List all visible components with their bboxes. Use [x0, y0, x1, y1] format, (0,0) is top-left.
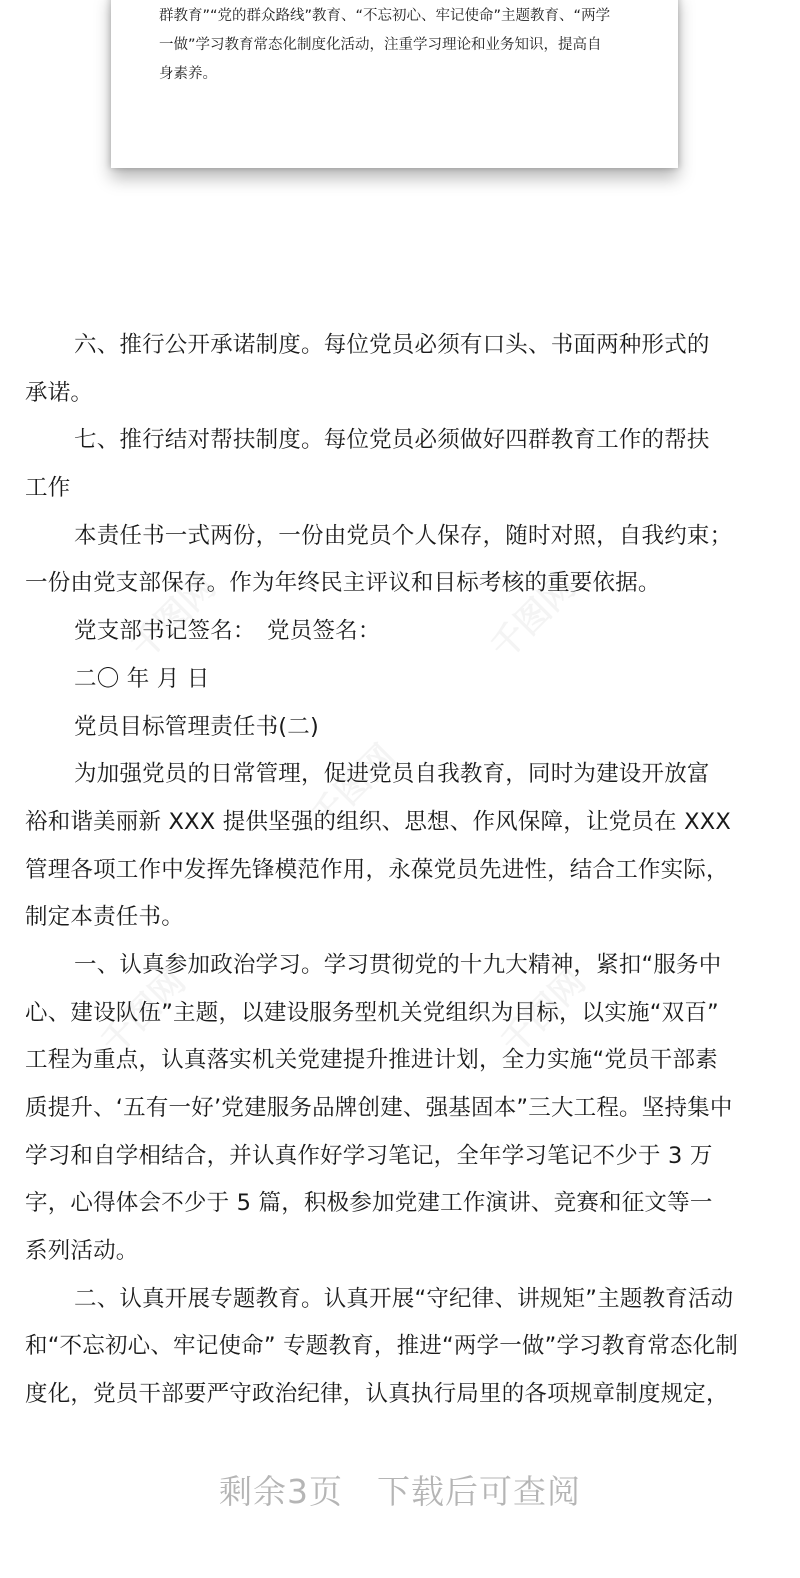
document-line: 和“不忘初心、牢记使命” 专题教育，推进“两学一做”学习教育常态化制 [25, 1333, 739, 1360]
document-line: 党支部书记签名： 党员签名： [74, 618, 381, 645]
document-body [25, 322, 775, 1419]
remaining-pages-label: 剩余3页 [219, 1472, 343, 1511]
document-line: 为加强党员的日常管理，促进党员自我教育，同时为建设开放富 [74, 761, 710, 788]
document-line: 本责任书一式两份，一份由党员个人保存，随时对照，自我约束； [74, 522, 733, 549]
document-line: 裕和谐美丽新 XXX 提供坚强的组织、思想、作风保障，让党员在 XXX [25, 808, 731, 835]
document-line: 系列活动。 [25, 1238, 139, 1265]
document-line: 工程为重点，认真落实机关党建提升推进计划，全力实施“党员干部素 [25, 1047, 718, 1074]
document-line: 二〇 年 月 日 [74, 665, 210, 692]
preview-page-card [111, 0, 678, 168]
preview-page-text [159, 2, 644, 89]
document-line: 一、认真参加政治学习。学习贯彻党的十九大精神，紧扣“服务中 [74, 951, 722, 978]
download-prompt-button[interactable] [0, 1466, 800, 1513]
document-line: 学习和自学相结合，并认真作好学习笔记，全年学习笔记不少于 3 万 [25, 1142, 713, 1169]
document-line: 一份由党支部保存。作为年终民主评议和目标考核的重要依据。 [25, 570, 661, 597]
document-line: 七、推行结对帮扶制度。每位党员必须做好四群教育工作的帮扶 [74, 427, 710, 454]
document-line: 质提升、‘五有一好’党建服务品牌创建、强基固本”三大工程。坚持集中 [25, 1095, 733, 1121]
document-line: 党员目标管理责任书(二) [74, 713, 319, 740]
document-line: 承诺。 [25, 379, 94, 406]
document-line: 心、建设队伍”主题，以建设服务型机关党组织为目标，以实施“双百” [25, 999, 719, 1026]
preview-text-line: 群教育”“党的群众路线”教育、“不忘初心、牢记使命”主题教育、“两学 [159, 8, 611, 24]
document-line: 字，心得体会不少于 5 篇，积极参加党建工作演讲、竞赛和征文等一 [25, 1190, 713, 1217]
document-line: 管理各项工作中发挥先锋模范作用，永葆党员先进性，结合工作实际， [25, 856, 729, 883]
document-line: 度化，党员干部要严守政治纪律，认真执行局里的各项规章制度规定， [25, 1381, 729, 1408]
preview-text-line: 身素养。 [159, 66, 217, 82]
preview-text-line: 一做”学习教育常态化制度化活动，注重学习理论和业务知识，提高自 [159, 37, 602, 53]
document-line: 六、推行公开承诺制度。每位党员必须有口头、书面两种形式的 [74, 332, 710, 358]
download-to-view-label: 下载后可查阅 [377, 1472, 581, 1511]
document-line: 制定本责任书。 [25, 904, 184, 931]
document-line: 二、认真开展专题教育。认真开展“守纪律、讲规矩”主题教育活动 [74, 1285, 734, 1312]
document-line: 工作 [25, 475, 71, 502]
